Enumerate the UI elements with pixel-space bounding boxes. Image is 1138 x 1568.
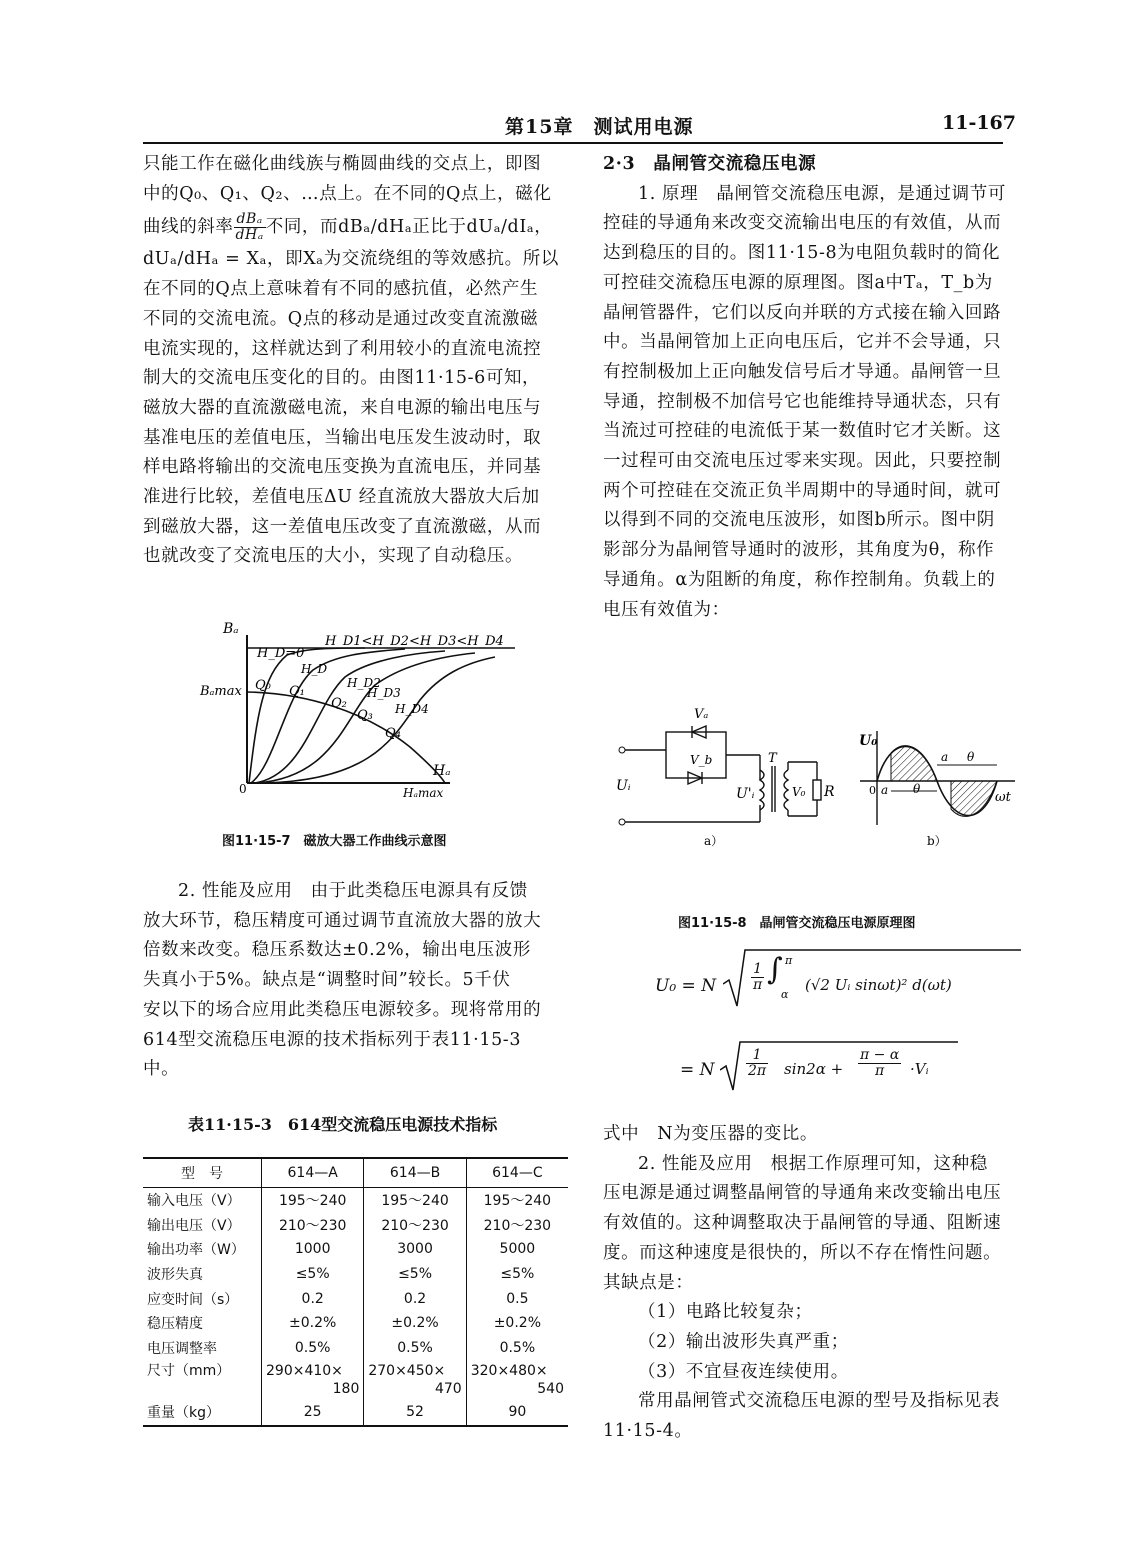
text-line: 式中 N为变压器的变比。 [603,1124,819,1144]
text-line: 导通角。α为阻断的角度，称作控制角。负载上的 [603,569,996,590]
fraction-denominator: dHₐ [235,227,264,244]
table-cell: 0.5% [364,1336,466,1361]
spec-table [143,1159,568,1425]
table-row [143,1213,568,1238]
u0-axis-label: U₀ [859,733,878,749]
table-cell: 5000 [466,1237,568,1262]
table-cell: 195～240 [262,1188,364,1213]
table-cell: ≤5% [262,1262,364,1287]
eq1-fraction [751,962,764,993]
table-header-cell: 型 号 [143,1159,262,1188]
section-heading: 2·3 晶闸管交流稳压电源 [603,154,817,174]
input-voltage-label: Uᵢ [616,778,631,794]
text-line: 中。 [143,1059,180,1080]
page-number: 11-167 [942,112,1016,134]
table-cell: ±0.2% [466,1311,568,1336]
table-cell: 0.5 [466,1286,568,1311]
table-header-cell: 614—B [364,1159,466,1188]
table-cell: 0.5% [466,1336,568,1361]
hd4-label: H_D4 [395,702,429,716]
header-rule [143,142,1003,144]
table-cell: 52 [364,1400,466,1425]
text-line: 晶闸管器件，它们以反向并联的方式接在输入回路 [603,302,1002,323]
eq2-middle: sin2α + [784,1060,844,1078]
integral-sign: ∫ [767,952,783,987]
equation-1 [655,948,1025,1008]
right-column-paragraph-2 [603,1120,1023,1447]
table-header-cell: 614—C [466,1159,568,1188]
table-cell: 25 [262,1400,364,1425]
fraction-numerator: 1 [746,1048,768,1064]
input-terminal [619,819,625,825]
secondary-voltage-label: U'ᵢ [736,786,755,802]
table-cell: 稳压精度 [147,1316,203,1333]
text-line: 当流过可控硅的电流低于某一数值时它才关断。这 [603,421,1002,442]
text-line: 可控硅交流稳压电源的原理图。图a中Tₐ，T_b为 [603,272,993,293]
table-header-cell: 614—A [262,1159,364,1188]
table-cell: 输入电压（V） [147,1193,241,1210]
text-line: 2. 性能及应用 由于此类稳压电源具有反馈 [178,881,528,901]
text-line: 到磁放大器，这一差值电压改变了直流激磁，从而 [143,516,542,537]
table-title: 表11·15-3 614型交流稳压电源技术指标 [188,1115,498,1134]
input-terminal [619,747,625,753]
table-row [143,1286,568,1311]
right-column-paragraph-1 [603,150,1023,625]
fraction-numerator: 1 [751,962,764,978]
table-row [143,1188,568,1213]
table-row [143,1262,568,1287]
eq2-lhs: = N [680,1060,715,1080]
left-column-paragraph-1 [143,150,573,572]
hd3-label: H_D3 [367,686,401,700]
table-cell: ±0.2% [262,1311,364,1336]
list-item: （3）不宜昼夜连续使用。 [638,1361,849,1382]
text-line: 样电路将输出的交流电压变换为直流电压，并同基 [143,457,542,478]
table-cell: 输出功率（W） [147,1242,245,1259]
fraction-denominator: 2π [748,1063,767,1079]
table-cell: 重量（kg） [147,1405,220,1422]
eq1-integrand: (√2 Uᵢ sinωt)² d(ωt) [805,976,952,994]
text-line: 一过程可由交流电压过零来实现。因此，只要控制 [603,451,1002,472]
size-line: 180 [332,1381,360,1398]
text-line: 其缺点是： [603,1272,694,1293]
text-line: 中的Q₀、Q₁、Q₂、…点上。在不同的Q点上，磁化 [143,183,552,204]
text-fragment: 曲线的斜率 [143,217,234,238]
table-cell: 电压调整率 [147,1340,217,1357]
table-cell: 195～240 [364,1188,466,1213]
secondary-coil [784,770,788,810]
theta-label: θ [967,750,975,764]
hd-order-label: H_D1<H_D2<H_D3<H_D4 [325,634,504,649]
table-cell: 90 [466,1400,568,1425]
figure-7-caption: 图11·15-7 磁放大器工作曲线示意图 [222,834,447,849]
text-line: 2. 性能及应用 根据工作原理可知，这种稳 [638,1153,988,1174]
thyristor-circuit-figure-a [600,700,855,850]
integral-lower: α [781,988,789,1001]
text-line: 11·15-4。 [603,1421,693,1442]
origin-label: 0 [239,782,247,796]
text-line: 准进行比较，差值电压ΔU 经直流放大器放大后加 [143,487,540,508]
size-line: 540 [537,1381,564,1398]
text-line: 有效值的。这种调整取决于晶闸管的导通、阻断速 [603,1213,1002,1234]
load-resistor-icon [813,780,821,800]
output-voltage-label: V₀ [792,785,806,799]
subfigure-b-label: b） [927,834,947,848]
hmax-label: Hₐmax [403,786,444,800]
text-line: 不同的交流电流。Q点的移动是通过改变直流激磁 [143,308,539,329]
origin-label: 0 [869,784,876,797]
list-item: （2）输出波形失真严重； [638,1331,849,1352]
size-line: 320×480× [470,1363,548,1380]
text-line: 度。而这种速度是很快的，所以不存在惰性问题。 [603,1242,1002,1263]
alpha-label: a [881,783,889,797]
table-row [143,1336,568,1361]
text-line: dUₐ/dHₐ = Xₐ，即Xₐ为交流绕组的等效感抗。所以 [143,249,559,270]
text-line: 基准电压的差值电压，当输出电压发生波动时，取 [143,427,542,448]
vb-label: V_b [690,753,713,767]
fraction-numerator: π − α [860,1047,900,1063]
hd2-label: H_D2 [347,676,381,690]
text-line: 电压有效值为： [603,599,730,620]
subfigure-a-label: a） [704,834,724,848]
table-cell: 1000 [262,1237,364,1262]
text-line: 也就改变了交流电压的大小，实现了自动稳压。 [143,546,524,567]
alpha-label: a [941,750,949,764]
q0-label: Q₀ [255,678,271,693]
text-line: 614型交流稳压电源的技术指标列于表11·15-3 [143,1029,522,1050]
left-column-paragraph-2 [143,877,573,1085]
fraction-denominator: π [753,977,763,993]
va-label: Vₐ [694,707,709,722]
table-cell: 尺寸（mm） [147,1363,231,1380]
eq1-lhs: U₀ = N [655,976,717,996]
x-axis-label: Hₐ [433,763,451,779]
table-cell-size-a [262,1360,364,1400]
table-cell: 195～240 [466,1188,568,1213]
text-line: 1. 原理 晶闸管交流稳压电源，是通过调节可 [638,183,1006,204]
table-cell: 210～230 [466,1213,568,1238]
list-item: （1）电路比较复杂； [638,1302,813,1323]
size-line: 290×410× [266,1363,343,1380]
hd1-label: H_D [301,662,328,676]
table-cell: ≤5% [364,1262,466,1287]
conduction-area-positive [891,746,937,781]
equation-2 [680,1040,980,1092]
table-cell: 波形失真 [147,1267,203,1284]
table-cell: 3000 [364,1237,466,1262]
table-cell: 0.2 [262,1286,364,1311]
spec-table-wrapper [143,1157,568,1427]
text-line: 磁放大器的直流激磁电流，来自电源的输出电压与 [143,397,542,418]
table-cell: 0.2 [364,1286,466,1311]
fraction-denominator: π [875,1063,885,1079]
wt-axis-label: ωt [995,790,1011,805]
text-line: 失真小于5%。缺点是“调整时间”较长。5千伏 [143,970,511,991]
text-line: 常用晶闸管式交流稳压电源的型号及指标见表 [638,1391,1000,1412]
table-row [143,1237,568,1262]
table-cell-size-b [364,1360,466,1400]
magnetic-amplifier-curve-figure [195,615,525,805]
text-line: 在不同的Q点上意味着有不同的感抗值，必然产生 [143,279,539,300]
table-cell-size-c [466,1360,568,1400]
table-cell: ±0.2% [364,1311,466,1336]
figure-8-caption: 图11·15-8 晶闸管交流稳压电源原理图 [678,916,916,931]
text-line: 影部分为晶闸管导通时的波形，其角度为θ，称作 [603,540,995,561]
text-fragment: 不同，而dBₐ/dHₐ正比于dUₐ/dIₐ， [265,217,553,238]
chapter-title: 第15章 测试用电源 [505,116,694,138]
text-line: 只能工作在磁化曲线族与椭圆曲线的交点上，即图 [143,154,542,174]
thyristor-waveform-figure-b [855,725,1025,850]
text-line: 倍数来改变。稳压系数达±0.2%，输出电压波形 [143,940,531,961]
text-line: 压电源是通过调整晶闸管的导通角来改变输出电压 [603,1183,1002,1204]
text-line: 控硅的导通角来改变交流输出电压的有效值，从而 [603,213,1002,234]
slope-fraction [234,212,266,243]
table-cell: 应变时间（s） [147,1291,239,1308]
table-row [143,1400,568,1425]
text-line: 以得到不同的交流电压波形，如图b所示。图中阴 [603,510,995,531]
fraction-numerator: dBₐ [234,212,266,228]
q2-label: Q₂ [331,696,347,711]
theta-label: θ [913,782,921,796]
text-line: 中。当晶闸管加上正向电压后，它并不会导通，只 [603,332,1002,353]
text-line: 导通，控制极不加信号它也能维持导通状态，只有 [603,391,1002,412]
table-row [143,1311,568,1336]
text-line: 安以下的场合应用此类稳压电源较多。现将常用的 [143,999,542,1020]
table-header-row [143,1159,568,1188]
curve-hd2 [255,651,445,783]
q4-label: Q₄ [385,726,401,741]
integral-upper: π [785,954,793,967]
eq2-fraction-2 [858,1048,901,1079]
eq2-tail: ·Vᵢ [910,1060,929,1078]
table-cell: 0.5% [262,1336,364,1361]
text-line: 有控制极加上正向触发信号后才导通。晶闸管一旦 [603,361,1002,382]
hd0-label: H_D=0 [257,646,305,661]
table-cell: 输出电压（V） [147,1217,241,1234]
eq2-fraction-1 [746,1048,768,1079]
text-line: 放大环节，稳压精度可通过调节直流放大器的放大 [143,910,542,931]
table-cell: ≤5% [466,1262,568,1287]
table-cell: 210～230 [262,1213,364,1238]
text-line: 两个可控硅在交流正负半周期中的导通时间，就可 [603,480,1002,501]
text-line: 达到稳压的目的。图11·15-8为电阻负载时的简化 [603,243,1001,264]
text-line: 制大的交流电压变化的目的。由图11·15-6可知， [143,368,541,389]
size-line: 470 [434,1381,462,1398]
transformer-label: T [768,751,777,766]
q3-label: Q₃ [357,708,373,723]
table-row-size [143,1360,568,1400]
size-line: 270×450× [368,1363,446,1380]
bmax-label: Bₐmax [200,684,242,699]
text-line: 电流实现的，这样就达到了利用较小的直流电流控 [143,338,542,359]
table-cell: 210～230 [364,1213,466,1238]
q1-label: Q₁ [289,684,305,699]
text-line-with-fraction [143,209,573,245]
y-axis-label: Bₐ [223,621,239,637]
resistor-label: R [824,784,835,800]
